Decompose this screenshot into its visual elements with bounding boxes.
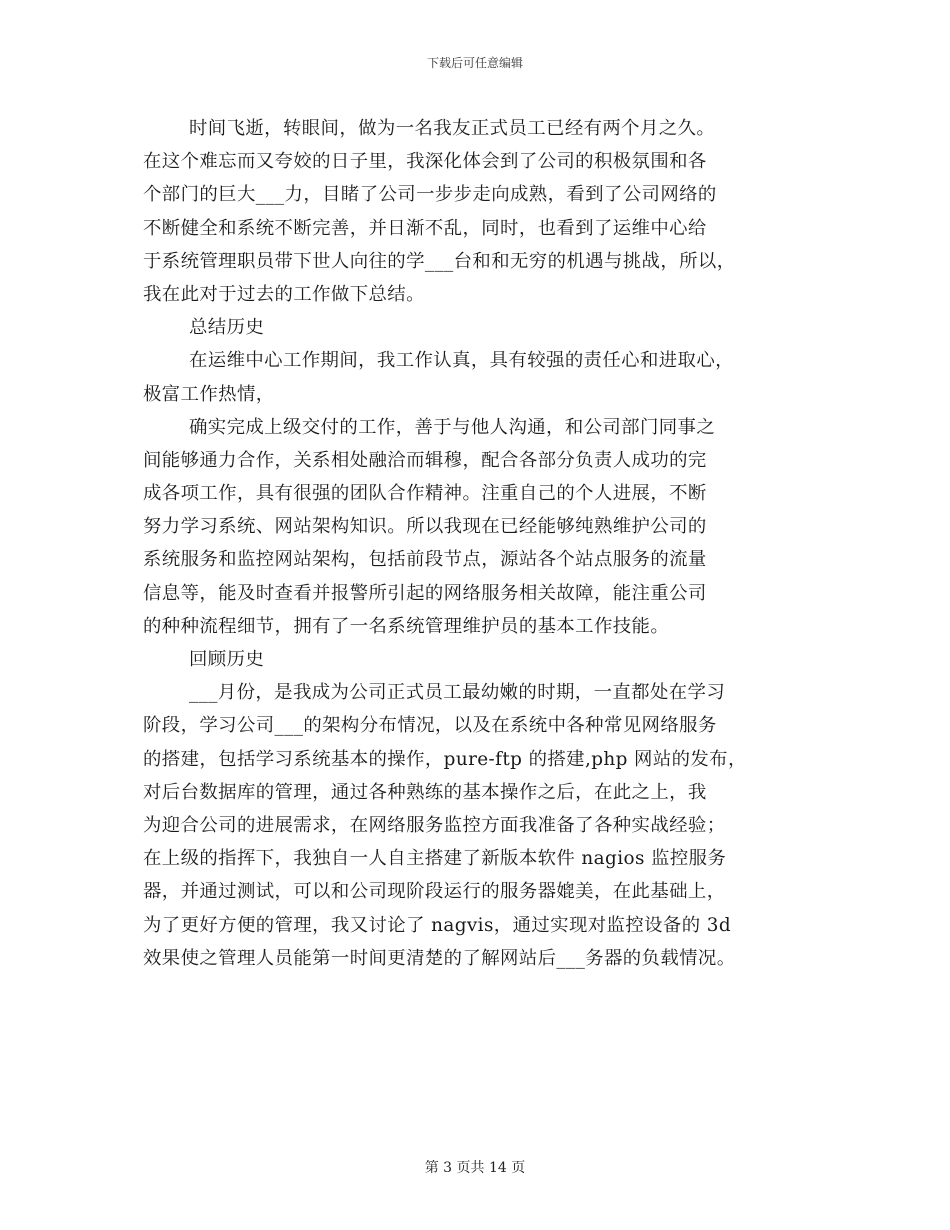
text-line: 效果使之管理人员能第一时间更清楚的了解网站后___务器的负载情况。 [143,947,736,969]
text-line: 对后台数据库的管理，通过各种熟练的基本操作之后，在此之上，我 [143,781,707,803]
text-line: 器，并通过测试，可以和公司现阶段运行的服务器媲美，在此基础上， [143,881,726,903]
text-line: 为迎合公司的进展需求，在网络服务监控方面我准备了各种实战经验； [143,814,726,836]
text-line: 总结历史 [189,317,265,339]
text-line: 回顾历史 [189,649,265,670]
text-line: 个部门的巨大___力，目睹了公司一步步走向成熟，看到了公司网络的 [143,184,717,206]
text-line: 在这个难忘而又夸姣的日子里，我深化体会到了公司的积极氛围和各 [143,151,707,173]
text-line: 为了更好方便的管理，我又讨论了 nagvis，通过实现对监控设备的 3d [143,914,732,936]
text-line: 时间飞逝，转眼间，做为一名我友正式员工已经有两个月之久。 [189,118,716,139]
text-line: 在上级的指挥下，我独自一人自主搭建了新版本软件 nagios 监控服务 [143,848,727,870]
text-line: 不断健全和系统不断完善，并日渐不乱，同时，也看到了运维中心给 [143,217,707,239]
text-line: ___月份，是我成为公司正式员工最幼嫩的时期，一直都处在学习 [189,682,726,704]
document-body [143,112,833,975]
text-line: 努力学习系统、网站架构知识。所以我现在已经能够纯熟维护公司的 [143,516,707,538]
text-line: 在运维中心工作期间，我工作认真，具有较强的责任心和进取心， [189,350,734,372]
text-line: 的搭建，包括学习系统基本的操作，pure-ftp 的搭建,php 网站的发布， [143,748,747,770]
text-line: 的种种流程细节，拥有了一名系统管理维护员的基本工作技能。 [143,615,670,637]
text-line: 间能够通力合作，关系相处融洽而辑穆，配合各部分负责人成功的完 [143,449,707,471]
text-line: 于系统管理职员带下世人向往的学___台和和无穷的机遇与挑战，所以， [143,250,736,272]
text-line: 确实完成上级交付的工作，善于与他人沟通，和公司部门同事之 [189,416,716,438]
text-line: 阶段，学习公司___的架构分布情况，以及在系统中各种常见网络服务 [143,715,717,737]
page-number-footer: 第 3 页共 14 页 [424,1160,526,1176]
text-line: 成各项工作，具有很强的团队合作精神。注重自己的个人进展，不断 [143,483,707,505]
text-line: 系统服务和监控网站架构，包括前段节点，源站各个站点服务的流量 [143,549,707,571]
text-line: 极富工作热情， [143,383,275,405]
text-line: 信息等，能及时查看并报警所引起的网络服务相关故障，能注重公司 [143,582,707,604]
text-line: 我在此对于过去的工作做下总结。 [143,283,425,305]
page-header-note: 下载后可任意编辑 [426,56,523,70]
